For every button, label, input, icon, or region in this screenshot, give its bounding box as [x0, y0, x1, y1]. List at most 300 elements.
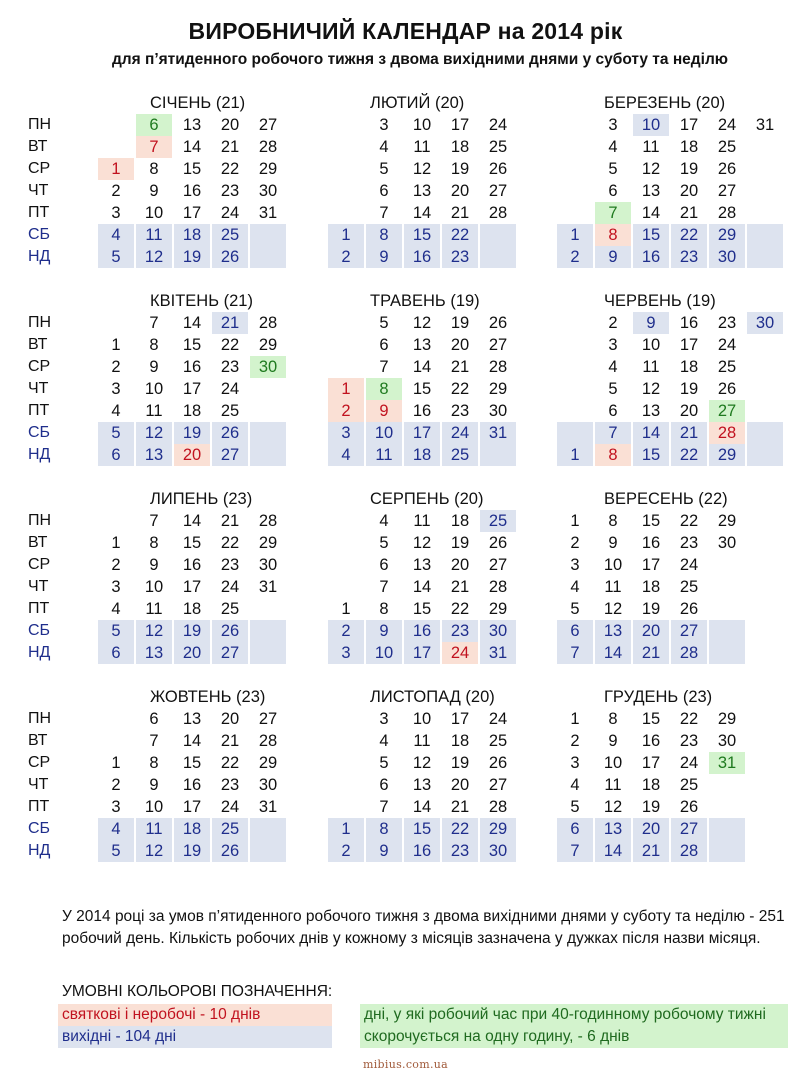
page-title: ВИРОБНИЧИЙ КАЛЕНДАР на 2014 рік	[188, 18, 623, 44]
day-cell: 29	[258, 336, 278, 354]
day-cell: 11	[366, 444, 402, 466]
weekday-label: СР	[28, 358, 51, 375]
day-cell: 13	[641, 402, 661, 420]
day-cell: 25	[679, 776, 699, 794]
day-cell: 10	[412, 710, 432, 728]
weekday-label: ВТ	[28, 732, 48, 749]
day-cell: 13	[412, 182, 432, 200]
day-cell: 12	[136, 246, 172, 268]
month-name: СІЧЕНЬ (21)	[150, 94, 246, 112]
day-cell: 9	[149, 776, 159, 794]
day-cell: 13	[136, 444, 172, 466]
weekday-label: ПТ	[28, 798, 50, 815]
note-text: У 2014 році за умов п’ятиденного робочого тижня з двома вихідними днями у суботу та неділю - 251 робочий день. Кількість робочих днів у кожному з місяців зазначена у дужках після назви місяця.	[62, 908, 785, 947]
day-cell: 22	[220, 754, 240, 772]
day-cell: 14	[641, 204, 661, 222]
empty-weekend-cell	[480, 224, 516, 246]
day-cell: 18	[404, 444, 440, 466]
day-cell: 1	[111, 336, 121, 354]
day-cell: 23	[220, 182, 240, 200]
day-cell: 4	[379, 732, 389, 750]
day-cell: 15	[182, 534, 202, 552]
day-cell: 4	[379, 512, 389, 530]
day-cell: 17	[182, 578, 202, 596]
day-cell: 8	[366, 378, 402, 400]
day-cell: 30	[258, 182, 278, 200]
day-cell: 14	[182, 732, 202, 750]
day-cell: 26	[212, 246, 248, 268]
day-cell: 21	[450, 204, 470, 222]
legend-holidays: святкові і неробочі - 10 днів	[58, 1004, 332, 1026]
day-cell: 8	[149, 754, 159, 772]
day-cell: 22	[442, 224, 478, 246]
month-block	[98, 290, 338, 470]
weekday-label: СБ	[28, 424, 51, 441]
day-cell: 4	[98, 224, 134, 246]
day-cell: 6	[557, 620, 593, 642]
month-block	[557, 488, 797, 668]
day-cell: 13	[412, 556, 432, 574]
day-cell: 18	[641, 578, 661, 596]
weekday-label: НД	[28, 446, 51, 463]
day-cell: 11	[604, 578, 622, 596]
empty-weekend-cell	[747, 444, 783, 466]
day-cell: 9	[633, 312, 669, 334]
day-cell: 21	[450, 358, 470, 376]
day-cell: 4	[379, 138, 389, 156]
day-cell: 4	[608, 358, 618, 376]
day-cell: 1	[557, 224, 593, 246]
day-cell: 30	[480, 620, 516, 642]
day-cell: 15	[412, 380, 432, 398]
day-cell: 5	[570, 798, 580, 816]
day-cell: 5	[98, 620, 134, 642]
day-cell: 6	[379, 776, 389, 794]
day-cell: 5	[570, 600, 580, 618]
day-cell: 19	[174, 620, 210, 642]
day-cell: 16	[182, 556, 202, 574]
day-cell: 4	[111, 402, 121, 420]
day-cell: 14	[595, 840, 631, 862]
day-cell: 20	[220, 116, 240, 134]
day-cell: 17	[182, 380, 202, 398]
weekday-label: ВТ	[28, 336, 48, 353]
day-cell: 22	[671, 444, 707, 466]
day-cell: 23	[679, 534, 699, 552]
day-cell: 4	[111, 600, 121, 618]
weekday-label: ЧТ	[28, 776, 49, 793]
page-subtitle: для п’ятиденного робочого тижня з двома вихідними днями у суботу та неділю	[111, 51, 729, 68]
day-cell: 9	[608, 534, 618, 552]
day-cell: 31	[480, 642, 516, 664]
day-cell: 5	[379, 754, 389, 772]
day-cell: 2	[328, 246, 364, 268]
month-block	[328, 488, 568, 668]
day-cell: 10	[144, 380, 164, 398]
day-cell: 20	[633, 818, 669, 840]
day-cell: 4	[98, 818, 134, 840]
weekday-label: НД	[28, 842, 51, 859]
weekday-label: НД	[28, 644, 51, 661]
weekday-label: ЧТ	[28, 380, 49, 397]
empty-weekend-cell	[557, 422, 593, 444]
month-block	[557, 686, 797, 866]
day-cell: 10	[641, 336, 661, 354]
day-cell: 8	[366, 818, 402, 840]
day-cell: 23	[442, 620, 478, 642]
day-cell: 16	[182, 358, 202, 376]
day-cell: 20	[174, 642, 210, 664]
weekday-label: ПН	[28, 314, 52, 331]
day-cell: 9	[366, 400, 402, 422]
day-cell: 27	[212, 642, 248, 664]
day-cell: 10	[633, 114, 669, 136]
day-cell: 25	[212, 818, 248, 840]
day-cell: 14	[182, 314, 202, 332]
day-cell: 7	[149, 314, 159, 332]
day-cell: 19	[641, 600, 661, 618]
empty-weekend-cell	[709, 642, 745, 664]
day-cell: 19	[450, 160, 470, 178]
day-cell: 22	[679, 512, 699, 530]
day-cell: 24	[220, 380, 240, 398]
day-cell: 29	[480, 818, 516, 840]
day-cell: 7	[379, 204, 389, 222]
day-cell: 20	[450, 336, 470, 354]
month-name: ЧЕРВЕНЬ (19)	[604, 292, 716, 310]
day-cell: 3	[379, 710, 389, 728]
day-cell: 28	[488, 358, 508, 376]
day-cell: 24	[220, 204, 240, 222]
day-cell: 18	[450, 732, 470, 750]
weekday-label: ЧТ	[28, 578, 49, 595]
day-cell: 29	[488, 380, 508, 398]
day-cell: 6	[98, 444, 134, 466]
day-cell: 21	[679, 204, 699, 222]
day-cell: 27	[671, 818, 707, 840]
day-cell: 9	[608, 732, 618, 750]
day-cell: 6	[379, 182, 389, 200]
day-cell: 25	[442, 444, 478, 466]
day-cell: 21	[633, 840, 669, 862]
day-cell: 10	[412, 116, 432, 134]
day-cell: 18	[679, 138, 699, 156]
day-cell: 26	[488, 754, 508, 772]
day-cell: 18	[174, 818, 210, 840]
day-cell: 16	[404, 620, 440, 642]
day-cell: 26	[679, 600, 699, 618]
day-cell: 15	[182, 336, 202, 354]
day-cell: 1	[328, 818, 364, 840]
month-name: ЛИСТОПАД (20)	[370, 688, 495, 706]
day-cell: 2	[111, 182, 121, 200]
day-cell: 9	[366, 246, 402, 268]
day-cell: 14	[412, 204, 432, 222]
empty-weekend-cell	[250, 642, 286, 664]
day-cell: 21	[450, 798, 470, 816]
day-cell: 23	[220, 776, 240, 794]
day-cell: 7	[149, 732, 159, 750]
day-cell: 20	[174, 444, 210, 466]
weekday-label: ЧТ	[28, 182, 49, 199]
day-cell: 12	[603, 798, 623, 816]
day-cell: 12	[136, 422, 172, 444]
day-cell: 24	[488, 116, 508, 134]
day-cell: 15	[641, 710, 661, 728]
day-cell: 27	[709, 400, 745, 422]
day-cell: 27	[212, 444, 248, 466]
day-cell: 25	[220, 402, 240, 420]
day-cell: 26	[212, 620, 248, 642]
day-cell: 14	[412, 798, 432, 816]
day-cell: 8	[366, 224, 402, 246]
day-cell: 29	[258, 534, 278, 552]
day-cell: 30	[258, 556, 278, 574]
day-cell: 24	[679, 556, 699, 574]
weekday-label: СБ	[28, 226, 51, 243]
day-cell: 24	[717, 336, 737, 354]
day-cell: 16	[633, 246, 669, 268]
day-cell: 27	[671, 620, 707, 642]
day-cell: 10	[144, 204, 164, 222]
day-cell: 4	[608, 138, 618, 156]
month-name: СЕРПЕНЬ (20)	[370, 490, 484, 508]
legend-weekends: вихідні - 104 дні	[58, 1026, 332, 1048]
empty-weekend-cell	[747, 422, 783, 444]
day-cell: 6	[98, 642, 134, 664]
day-cell: 12	[136, 620, 172, 642]
day-cell: 11	[136, 818, 172, 840]
day-cell: 1	[341, 600, 351, 618]
day-cell: 24	[220, 578, 240, 596]
day-cell: 25	[480, 510, 516, 532]
day-cell: 30	[488, 402, 508, 420]
day-cell: 15	[633, 444, 669, 466]
day-cell: 26	[488, 314, 508, 332]
month-block	[557, 92, 797, 272]
day-cell: 16	[412, 402, 432, 420]
day-cell: 3	[379, 116, 389, 134]
day-cell: 13	[412, 776, 432, 794]
day-cell: 11	[413, 512, 431, 530]
day-cell: 30	[709, 246, 745, 268]
month-name: БЕРЕЗЕНЬ (20)	[604, 94, 726, 112]
day-cell: 17	[641, 556, 661, 574]
weekday-label: ПН	[28, 512, 52, 529]
day-cell: 4	[328, 444, 364, 466]
day-cell: 13	[641, 182, 661, 200]
day-cell: 18	[641, 776, 661, 794]
day-cell: 3	[111, 380, 121, 398]
day-cell: 19	[174, 422, 210, 444]
month-block	[98, 686, 338, 866]
day-cell: 21	[633, 642, 669, 664]
day-cell: 30	[747, 312, 783, 334]
day-cell: 31	[258, 578, 278, 596]
day-cell: 1	[111, 534, 121, 552]
day-cell: 26	[488, 534, 508, 552]
day-cell: 6	[379, 556, 389, 574]
day-cell: 19	[174, 246, 210, 268]
day-cell: 25	[212, 224, 248, 246]
day-cell: 20	[450, 182, 470, 200]
day-cell: 17	[641, 754, 661, 772]
day-cell: 25	[488, 138, 508, 156]
day-cell: 5	[98, 246, 134, 268]
day-cell: 23	[450, 402, 470, 420]
day-cell: 1	[98, 158, 134, 180]
month-name: ВЕРЕСЕНЬ (22)	[604, 490, 728, 508]
weekday-label: СР	[28, 556, 51, 573]
day-cell: 15	[633, 224, 669, 246]
day-cell: 28	[258, 314, 278, 332]
month-name: ЖОВТЕНЬ (23)	[150, 688, 266, 706]
day-cell: 16	[641, 534, 661, 552]
day-cell: 25	[717, 358, 737, 376]
weekday-label: СБ	[28, 820, 51, 837]
day-cell: 14	[412, 358, 432, 376]
day-cell: 22	[671, 224, 707, 246]
month-block	[98, 92, 338, 272]
day-cell: 18	[174, 224, 210, 246]
day-cell: 15	[404, 818, 440, 840]
day-cell: 5	[608, 380, 618, 398]
day-cell: 29	[717, 710, 737, 728]
day-cell: 18	[182, 402, 202, 420]
day-cell: 3	[111, 578, 121, 596]
day-cell: 21	[671, 422, 707, 444]
day-cell: 2	[608, 314, 618, 332]
day-cell: 7	[595, 422, 631, 444]
day-cell: 27	[488, 556, 508, 574]
day-cell: 17	[450, 710, 470, 728]
day-cell: 2	[111, 776, 121, 794]
day-cell: 30	[717, 534, 737, 552]
day-cell: 26	[679, 798, 699, 816]
day-cell: 6	[136, 114, 172, 136]
day-cell: 21	[220, 512, 240, 530]
day-cell: 18	[679, 358, 699, 376]
day-cell: 3	[570, 556, 580, 574]
month-block	[328, 290, 568, 470]
day-cell: 14	[182, 512, 202, 530]
day-cell: 17	[182, 204, 202, 222]
day-cell: 17	[404, 422, 440, 444]
day-cell: 22	[450, 380, 470, 398]
day-cell: 24	[220, 798, 240, 816]
day-cell: 30	[250, 356, 286, 378]
day-cell: 29	[488, 600, 508, 618]
day-cell: 19	[679, 160, 699, 178]
day-cell: 19	[450, 754, 470, 772]
day-cell: 28	[258, 138, 278, 156]
day-cell: 24	[442, 642, 478, 664]
day-cell: 23	[220, 556, 240, 574]
day-cell: 5	[379, 534, 389, 552]
day-cell: 16	[679, 314, 699, 332]
day-cell: 8	[608, 710, 618, 728]
day-cell: 30	[480, 840, 516, 862]
day-cell: 3	[328, 642, 364, 664]
day-cell: 28	[671, 642, 707, 664]
day-cell: 8	[149, 534, 159, 552]
empty-weekend-cell	[250, 444, 286, 466]
day-cell: 5	[379, 314, 389, 332]
day-cell: 1	[557, 444, 593, 466]
day-cell: 12	[603, 600, 623, 618]
day-cell: 3	[608, 116, 618, 134]
day-cell: 26	[488, 160, 508, 178]
day-cell: 20	[679, 182, 699, 200]
day-cell: 28	[488, 204, 508, 222]
weekday-label: СР	[28, 160, 51, 177]
day-cell: 21	[220, 732, 240, 750]
day-cell: 3	[111, 204, 121, 222]
empty-weekend-cell	[250, 818, 286, 840]
day-cell: 23	[679, 732, 699, 750]
empty-weekend-cell	[709, 818, 745, 840]
day-cell: 8	[149, 160, 159, 178]
month-block	[557, 290, 797, 470]
day-cell: 27	[488, 336, 508, 354]
day-cell: 29	[709, 444, 745, 466]
day-cell: 10	[603, 556, 623, 574]
month-name: КВІТЕНЬ (21)	[150, 292, 253, 310]
empty-weekend-cell	[250, 246, 286, 268]
empty-weekend-cell	[747, 224, 783, 246]
day-cell: 11	[413, 138, 431, 156]
empty-weekend-cell	[709, 840, 745, 862]
day-cell: 28	[488, 578, 508, 596]
day-cell: 31	[709, 752, 745, 774]
day-cell: 31	[755, 116, 775, 134]
day-cell: 11	[136, 224, 172, 246]
day-cell: 2	[111, 556, 121, 574]
day-cell: 14	[412, 578, 432, 596]
weekday-label: ВТ	[28, 534, 48, 551]
day-cell: 14	[182, 138, 202, 156]
day-cell: 2	[328, 840, 364, 862]
day-cell: 25	[679, 578, 699, 596]
weekday-label: ПТ	[28, 402, 50, 419]
day-cell: 9	[149, 358, 159, 376]
day-cell: 3	[111, 798, 121, 816]
day-cell: 13	[595, 620, 631, 642]
day-cell: 28	[258, 512, 278, 530]
day-cell: 7	[557, 840, 593, 862]
day-cell: 12	[641, 160, 661, 178]
day-cell: 31	[258, 204, 278, 222]
month-block	[98, 488, 338, 668]
day-cell: 10	[144, 798, 164, 816]
day-cell: 9	[366, 620, 402, 642]
day-cell: 4	[570, 578, 580, 596]
day-cell: 24	[442, 422, 478, 444]
day-cell: 22	[450, 600, 470, 618]
day-cell: 1	[570, 512, 580, 530]
day-cell: 23	[220, 358, 240, 376]
day-cell: 7	[595, 202, 631, 224]
day-cell: 9	[366, 840, 402, 862]
day-cell: 2	[570, 534, 580, 552]
day-cell: 12	[412, 314, 432, 332]
day-cell: 22	[679, 710, 699, 728]
day-cell: 3	[570, 754, 580, 772]
day-cell: 28	[709, 422, 745, 444]
day-cell: 18	[450, 512, 470, 530]
watermark: mibius.com.ua	[363, 1058, 448, 1071]
day-cell: 20	[220, 710, 240, 728]
